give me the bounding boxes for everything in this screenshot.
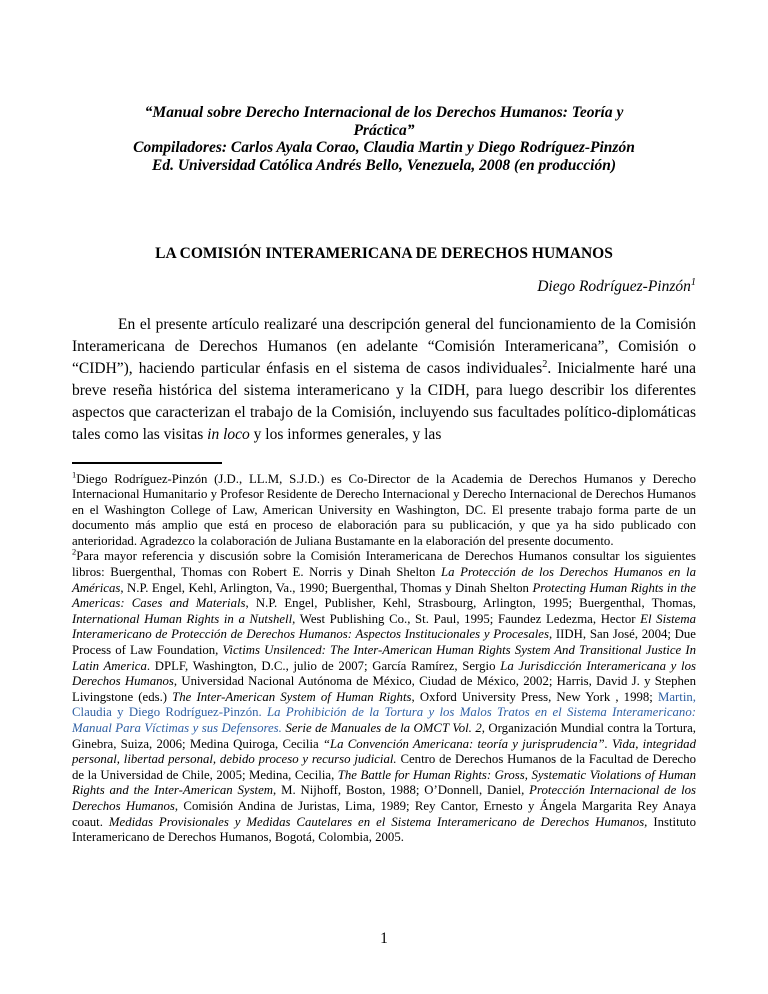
text-segment: The Battle for Human Rights: Gross, Systematic Violations of Human Rights and the Inter-American System <box>72 767 697 798</box>
text-segment: , Oxford University Press, New York , 1998; <box>411 689 658 704</box>
text-segment: En el presente artículo realizaré una descripción general del funcionamiento de la Comisión Interamericana de Derechos Humanos (en adelante “Comisión Interamericana”, Comisión o “CIDH”), haciendo particular énfasis en el sistema de casos individuales <box>72 316 696 377</box>
text-segment: Diego Rodríguez-Pinzón (J.D., LL.M, S.J.D.) es Co-Director de la Academia de Derechos Humanos y Derecho Internacional Humanitario y Profesor Residente de Derecho Internacional y Derecho Internacional de Derechos Humanos en el Washington College of Law, American University en Washington, DC. El presente trabajo forma parte de un documento más amplio que está en proceso de elaboración para su publicación, y que ya ha sido publicado con anterioridad. Agradezco la colaboración de Juliana Bustamante en la elaboración del presente documento. <box>72 471 696 548</box>
text-segment: . DPLF, Washington, D.C., julio de 2007; García Ramírez, Sergio <box>146 658 501 673</box>
author-name: Diego Rodríguez-Pinzón <box>537 278 691 295</box>
footnote-2 <box>72 549 696 845</box>
text-segment: International Human Rights in a Nutshell <box>72 611 293 626</box>
text-segment: “La Convención Americana: teoría y jurisprudencia”. Vida, integridad personal, libertad personal, debido proceso y recurso judicial. <box>72 736 696 767</box>
title-block <box>72 104 696 174</box>
text-segment: , Organización Mundial contra la Tortura, Ginebra, Suiza, 2006; Medina Quiroga, Cecilia <box>72 721 696 751</box>
title-line: “Manual sobre Derecho Internacional de los Derechos Humanos: Teoría y <box>144 104 624 121</box>
hyperlink-text[interactable]: La Prohibición de la Tortura y los Malos Tratos en el Sistema Interamericano: Manual Para Víctimas y sus Defensores. <box>72 705 696 735</box>
footnote-ref: 2 <box>72 547 77 558</box>
title-line: Práctica” <box>353 121 415 139</box>
text-segment: , West Publishing Co., St. Paul, 1995; Faundez Ledezma, Hector <box>292 611 641 626</box>
footnote-ref: 2 <box>542 358 548 370</box>
text-segment: Serie de Manuales de la OMCT Vol. 2 <box>285 721 482 735</box>
title-line: Compiladores: Carlos Ayala Corao, Claudia Martin y Diego Rodríguez-Pinzón <box>133 139 635 156</box>
section-heading: LA COMISIÓN INTERAMERICANA DE DERECHOS HUMANOS <box>155 245 613 262</box>
text-segment: , Universidad Nacional Autónoma de México, Ciudad de México, 2002; Harris, David J. y Stephen Livingstone (eds.) <box>72 674 696 704</box>
text-segment: , N.P. Engel, Publisher, Kehl, Strasbourg, Arlington, 1995; Buergenthal, Thomas, <box>245 596 696 611</box>
text-segment: . Inicialmente haré una breve reseña histórica del sistema interamericano y la CIDH, para luego describir los diferentes aspectos que caracterizan el trabajo de la Comisión, incluyendo sus facultades político-diplomáticas tales como las visitas <box>72 360 696 443</box>
text-segment: La Protección de los Derechos Humanos en la Américas <box>72 565 696 595</box>
text-segment: Medidas Provisionales y Medidas Cautelares en el Sistema Interamericano de Derechos Humanos, <box>108 814 648 829</box>
text-segment: Protecting Human Rights in the Americas: Cases and Materials <box>72 580 696 611</box>
title-line: Ed. Universidad Católica Andrés Bello, Venezuela, 2008 (en producción) <box>151 156 616 174</box>
text-segment: Para mayor referencia y discusión sobre la Comisión Interamericana de Derechos Humanos consultar los siguientes libros: Buergenthal, Thomas con Robert E. Norris y Dinah Shelton <box>72 549 696 580</box>
text-segment: La Jurisdicción Interamericana y los Derechos Humanos <box>72 658 696 689</box>
hyperlink-text[interactable]: Martin, Claudia y Diego Rodríguez-Pinzón. <box>72 689 696 720</box>
body-paragraph <box>72 314 696 446</box>
footnote-ref: 1 <box>690 276 696 288</box>
author-line <box>72 277 696 296</box>
page-content <box>0 104 768 846</box>
footnote-1 <box>72 469 696 550</box>
page-number: 1 <box>380 930 388 947</box>
text-segment: , IIDH, San José, 2004; Due Process of Law Foundation, <box>72 627 696 658</box>
text-segment: , M. Nijhoff, Boston, 1988; O’Donnell, Daniel, <box>273 783 530 798</box>
text-segment: y los informes generales, y las <box>249 426 442 443</box>
text-segment: in loco <box>207 426 250 443</box>
text-segment: Protección Internacional de los Derechos Humanos <box>72 783 697 813</box>
footnotes-section <box>72 469 697 846</box>
text-segment: Victims Unsilenced: The Inter-American Human Rights System And Transitional Justice In Latin America <box>72 643 697 673</box>
footnote-ref: 1 <box>72 469 77 480</box>
text-segment: El Sistema Interamericano de Protección de Derechos Humanos: Aspectos Institucionales y Procesales <box>72 611 696 642</box>
text-segment: Instituto Interamericano de Derechos Humanos, Bogotá, Colombia, 2005. <box>72 814 697 845</box>
footnote-separator <box>72 462 222 464</box>
text-segment: , Comisión Andina de Juristas, Lima, 1989; Rey Cantor, Ernesto y Ángela Margarita Rey Anaya coaut. <box>72 798 696 829</box>
text-segment: The Inter-American System of Human Rights <box>172 689 412 704</box>
text-segment: Centro de Derechos Humanos de la Facultad de Derecho de la Universidad de Chile, 2005; Medina, Cecilia, <box>72 752 696 782</box>
text-segment: , N.P. Engel, Kehl, Arlington, Va., 1990; Buergenthal, Thomas y Dinah Shelton <box>120 580 533 595</box>
